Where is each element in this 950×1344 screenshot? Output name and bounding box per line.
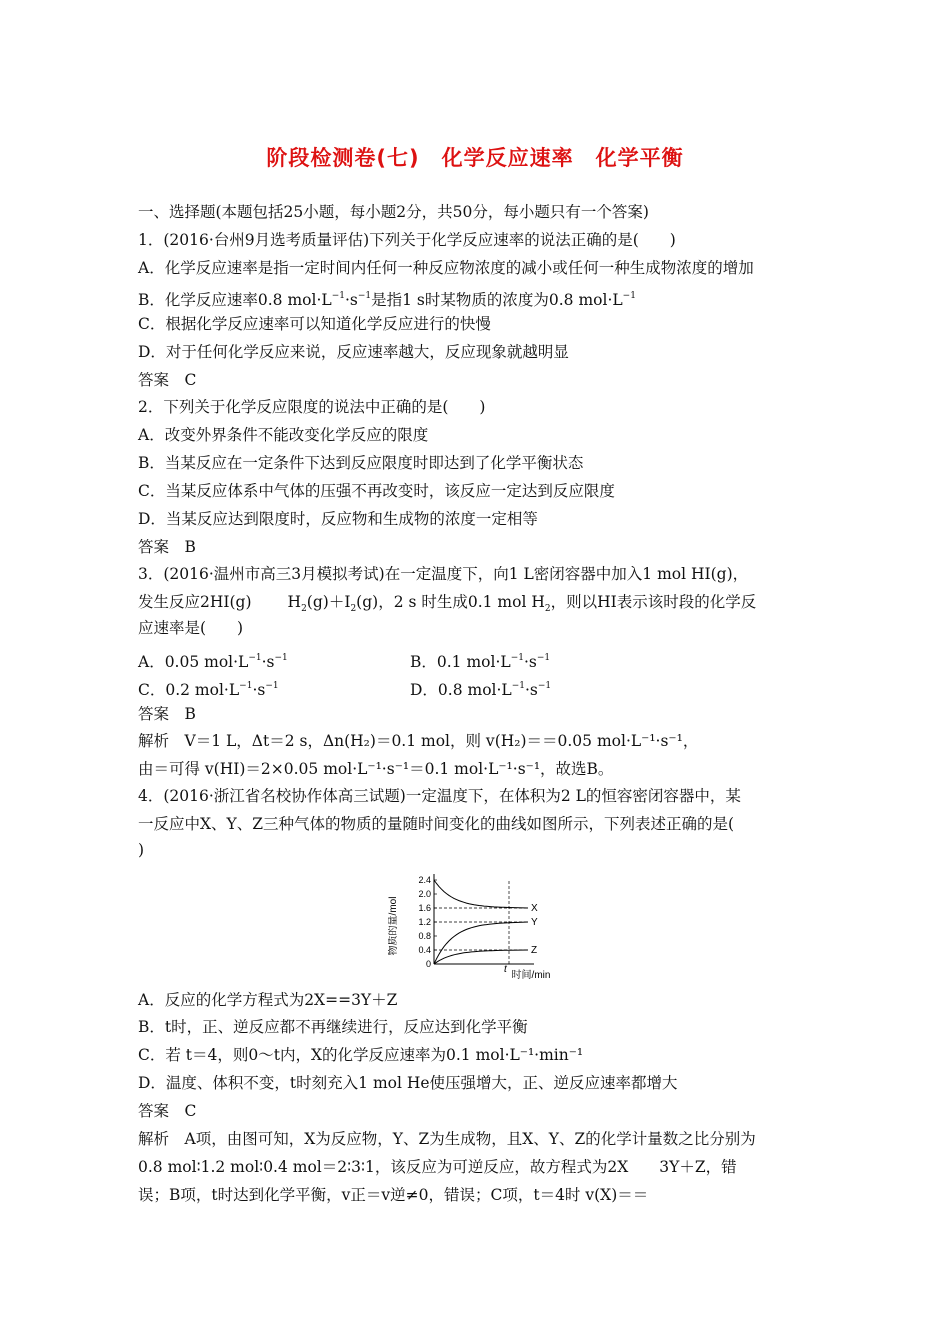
x-tick-t: t <box>504 964 507 975</box>
q3-answer: 答案 B <box>138 705 196 723</box>
y-tick-label: 0.8 <box>418 931 431 941</box>
q4-stem-line1: 4．(2016·浙江省名校协作体高三试题)一定温度下，在体积为2 L的恒容密闭容器中，某 <box>138 787 741 805</box>
q4-stem-line3: ) <box>138 841 145 859</box>
q1-option-b: B．化学反应速率0.8 $mol\cdot L^{-1}\cdot s^{-1}$是指1 s时某物质的浓度为0.8 $mol\cdot L^{-1}$ <box>138 291 636 309</box>
q4-option-a: A．反应的化学方程式为2X==3Y＋Z <box>138 991 398 1009</box>
y-tick-label: 0 <box>425 959 431 969</box>
q4-option-b: B．t时，正、逆反应都不再继续进行，反应达到化学平衡 <box>138 1018 528 1036</box>
q3-option-d: D．0.8 $mol\cdot L^{-1}\cdot s^{-1}$ <box>410 681 552 699</box>
q1-option-a: A．化学反应速率是指一定时间内任何一种反应物浓度的减小或任何一种生成物浓度的增加 <box>138 259 754 277</box>
q3-explanation-line1: 解析 V＝1 L，Δt＝2 s，Δn(H₂)＝0.1 mol，则 v(H₂)＝＝0.05 mol·L⁻¹·s⁻¹， <box>138 732 699 750</box>
series-line-X <box>434 880 528 908</box>
q1-option-c: C．根据化学反应速率可以知道化学反应进行的快慢 <box>138 315 491 333</box>
y-tick-label: 1.6 <box>418 903 431 913</box>
q3-option-c: C．0.2 $mol\cdot L^{-1}\cdot s^{-1}$ <box>138 681 279 699</box>
y-tick-label: 2.0 <box>418 889 431 899</box>
x-axis-label: 时间/min <box>511 970 551 981</box>
q4-explanation-line1: 解析 A项，由图可知，X为反应物，Y、Z为生成物，且X、Y、Z的化学计量数之比分别为 <box>138 1130 756 1148</box>
series-label-Z: Z <box>531 945 538 956</box>
q2-option-d: D．当某反应达到限度时，反应物和生成物的浓度一定相等 <box>138 510 538 528</box>
series-line-Y <box>434 922 528 964</box>
series-label-X: X <box>531 903 538 914</box>
series-label-Y: Y <box>531 917 538 928</box>
q3-stem-line3: 应速率是( ) <box>138 619 244 637</box>
q4-explanation-line3: 误；B项，t时达到化学平衡，v正＝v逆≠0，错误；C项，t＝4时 v(X)＝＝ <box>138 1186 649 1204</box>
y-tick-label: 0.4 <box>418 945 431 955</box>
q2-option-a: A．改变外界条件不能改变化学反应的限度 <box>138 426 429 444</box>
q4-explanation-line2: 0.8 mol∶1.2 mol∶0.4 mol＝2∶3∶1，该反应为可逆反应，故方程式为2X 3Y＋Z，错 <box>138 1158 737 1176</box>
q3-stem-line2: 发生反应2HI(g) $H_2(g)+I_2(g)$，2 s 时生成0.1 mol $H_2$，则以HI表示该时段的化学反 <box>138 593 757 615</box>
q1-option-d: D．对于任何化学反应来说，反应速率越大，反应现象就越明显 <box>138 343 569 361</box>
series-line-Z <box>434 950 528 964</box>
q3-explanation-line2: 由＝可得 v(HI)＝2×0.05 mol·L⁻¹·s⁻¹＝0.1 mol·L⁻¹·s⁻¹，故选B。 <box>138 760 614 778</box>
q2-option-c: C．当某反应体系中气体的压强不再改变时，该反应一定达到反应限度 <box>138 482 615 500</box>
q3-option-b: B．0.1 $mol\cdot L^{-1}\cdot s^{-1}$ <box>410 653 551 671</box>
q3-stem-line1: 3．(2016·温州市高三3月模拟考试)在一定温度下，向1 L密闭容器中加入1 mol HI(g)， <box>138 565 749 583</box>
y-axis-label: 物质的量/mol <box>388 896 399 956</box>
page-title: 阶段检测卷(七) 化学反应速率 化学平衡 <box>266 146 684 170</box>
mole-vs-time-chart <box>388 868 568 984</box>
q3-option-a: A．0.05 $mol\cdot L^{-1}\cdot s^{-1}$ <box>138 653 288 671</box>
q4-option-c: C．若 t＝4，则0～t内，X的化学反应速率为0.1 mol·L⁻¹·min⁻¹ <box>138 1046 584 1064</box>
y-tick-label: 1.2 <box>418 917 431 927</box>
q2-option-b: B．当某反应在一定条件下达到反应限度时即达到了化学平衡状态 <box>138 454 584 472</box>
q4-stem-line2: 一反应中X、Y、Z三种气体的物质的量随时间变化的曲线如图所示，下列表述正确的是( <box>138 815 735 833</box>
q1-stem: 1．(2016·台州9月选考质量评估)下列关于化学反应速率的说法正确的是( ) <box>138 231 676 249</box>
section-header: 一、选择题(本题包括25小题，每小题2分，共50分，每小题只有一个答案) <box>138 203 649 221</box>
q4-option-d: D．温度、体积不变，t时刻充入1 mol He使压强增大，正、逆反应速率都增大 <box>138 1074 678 1092</box>
y-tick-label: 2.4 <box>418 875 431 885</box>
q2-answer: 答案 B <box>138 538 196 556</box>
q2-stem: 2．下列关于化学反应限度的说法中正确的是( ) <box>138 398 486 416</box>
q1-answer: 答案 C <box>138 371 197 389</box>
q4-answer: 答案 C <box>138 1102 197 1120</box>
